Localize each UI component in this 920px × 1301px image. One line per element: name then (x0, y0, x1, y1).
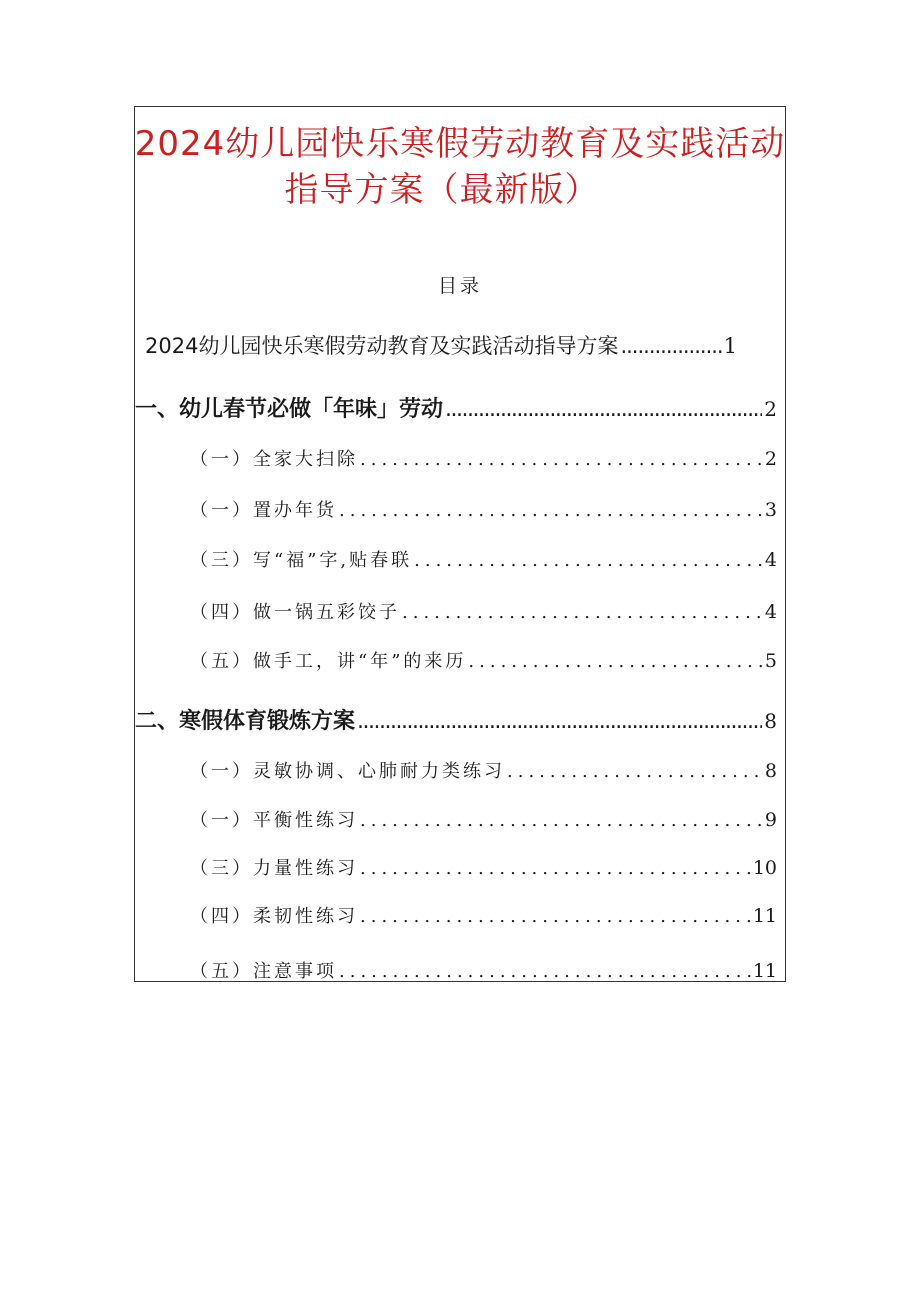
toc-entry-sub[interactable] (190, 957, 777, 983)
toc-entry-label: （一）灵敏协调、心肺耐力类练习 (190, 761, 505, 782)
toc-dot-leader (445, 397, 762, 422)
toc-entry-sub[interactable] (190, 496, 777, 522)
toc-dot-leader (468, 651, 763, 672)
toc-page-number: 11 (752, 960, 777, 982)
toc-entry-section-1[interactable] (135, 392, 777, 423)
toc-page-number: 5 (764, 650, 777, 672)
toc-page-number: 2 (764, 448, 777, 470)
toc-dot-leader (357, 709, 762, 734)
toc-heading: 目录 (437, 275, 482, 297)
toc-entry-label: （四）柔韧性练习 (190, 906, 358, 927)
toc-dot-leader (620, 334, 721, 358)
toc-entry-sub[interactable] (190, 445, 777, 471)
toc-entry-label: （五）注意事项 (190, 961, 337, 982)
toc-entry-label: （四）做一锅五彩饺子 (190, 602, 400, 623)
toc-entry-sub[interactable] (190, 854, 777, 880)
toc-entry-label: 一、幼儿春节必做「年味」劳动 (135, 397, 444, 422)
toc-page-number: 4 (764, 601, 777, 623)
toc-entry-label: （一）全家大扫除 (190, 449, 358, 470)
toc-entry-label: （三）力量性练习 (190, 858, 358, 879)
toc-entry-label: （五）做手工，讲“年”的来历 (190, 651, 467, 672)
toc-dot-leader (360, 906, 751, 927)
toc-dot-leader (360, 858, 751, 879)
toc-dot-leader (339, 500, 763, 521)
toc-entry-label: （一）平衡性练习 (190, 810, 358, 831)
toc-entry-sub[interactable] (190, 757, 777, 783)
toc-entry-label: （一）置办年货 (190, 500, 337, 521)
toc-page-number: 2 (764, 397, 777, 421)
toc-entry-sub[interactable] (190, 647, 777, 673)
toc-page-number: 1 (723, 334, 737, 358)
toc-entry-sub[interactable] (190, 902, 777, 928)
toc-page-number: 9 (764, 809, 777, 831)
document-title-line-2: 指导方案（最新版） (284, 170, 600, 210)
toc-dot-leader (507, 761, 763, 782)
document-frame (134, 106, 786, 982)
toc-entry-main[interactable] (145, 330, 737, 360)
toc-page-number: 8 (764, 709, 777, 733)
toc-entry-sub[interactable] (190, 598, 777, 624)
toc-dot-leader (360, 449, 763, 470)
toc-entry-label: 二、寒假体育锻炼方案 (135, 709, 356, 734)
toc-page-number: 10 (752, 857, 777, 879)
toc-page-number: 8 (764, 760, 777, 782)
toc-dot-leader (339, 961, 751, 982)
toc-page-number: 11 (752, 905, 777, 927)
toc-entry-section-2[interactable] (135, 704, 777, 735)
toc-page-number: 4 (764, 549, 777, 571)
toc-dot-leader (360, 810, 763, 831)
toc-entry-label: （三）写“福”字,贴春联 (190, 550, 413, 571)
toc-entry-sub[interactable] (190, 806, 777, 832)
toc-dot-leader (402, 602, 763, 623)
toc-page-number: 3 (764, 499, 777, 521)
toc-dot-leader (414, 550, 763, 571)
toc-entry-sub[interactable] (190, 546, 777, 572)
document-title-line-1: 2024幼儿园快乐寒假劳动教育及实践活动 (134, 124, 786, 164)
toc-entry-label: 2024幼儿园快乐寒假劳动教育及实践活动指导方案 (145, 334, 619, 358)
